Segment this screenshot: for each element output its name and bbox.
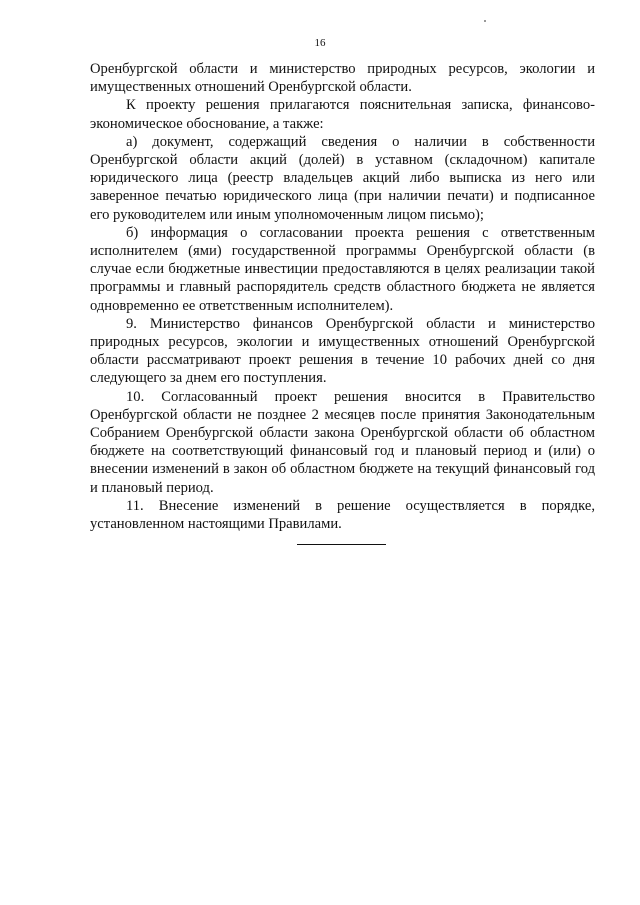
end-separator-line (297, 544, 386, 545)
paragraph-item-b: б) информация о согласовании проекта решения с ответственным исполнителем (ями) государственной программы Оренбургской области (в случае если бюджетные инвестиции предоставляются в целях реализации такой программы и главный распорядитель средств областного бюджета не является одновременно ее ответственным исполнителем). (90, 224, 595, 314)
scan-speck (484, 20, 486, 22)
page-number: 16 (314, 37, 326, 49)
paragraph-clause-10: 10. Согласованный проект решения вносится в Правительство Оренбургской области не позднее 2 месяцев после принятия Законодательным Собранием Оренбургской области закона Оренбургской области об областном бюджете на соответствующий финансовый год и плановый период и (или) о внесении изменений в закон об областном бюджете на текущий финансовый год и плановый период. (90, 388, 595, 496)
paragraph-clause-11: 11. Внесение изменений в решение осуществляется в порядке, установленном настоящими Правилами. (90, 497, 595, 533)
paragraph-clause-9: 9. Министерство финансов Оренбургской области и министерство природных ресурсов, экологии и имущественных отношений Оренбургской области рассматривают проект решения в течение 10 рабочих дней со дня следующего за днем его поступления. (90, 315, 595, 387)
paragraph-item-a: а) документ, содержащий сведения о наличии в собственности Оренбургской области акций (долей) в уставном (складочном) капитале юридического лица (реестр владельцев акций либо выписка из него или заверенное печатью юридического лица (при наличии печати) и подписанное его руководителем или иным уполномоченным лицом письмо); (90, 133, 595, 223)
document-body (90, 60, 595, 533)
paragraph-continuation: Оренбургской области и министерство природных ресурсов, экологии и имущественных отношений Оренбургской области. (90, 61, 595, 96)
paragraph-attachments-intro: К проекту решения прилагаются пояснительная записка, финансово-экономическое обоснование, а также: (90, 97, 595, 132)
